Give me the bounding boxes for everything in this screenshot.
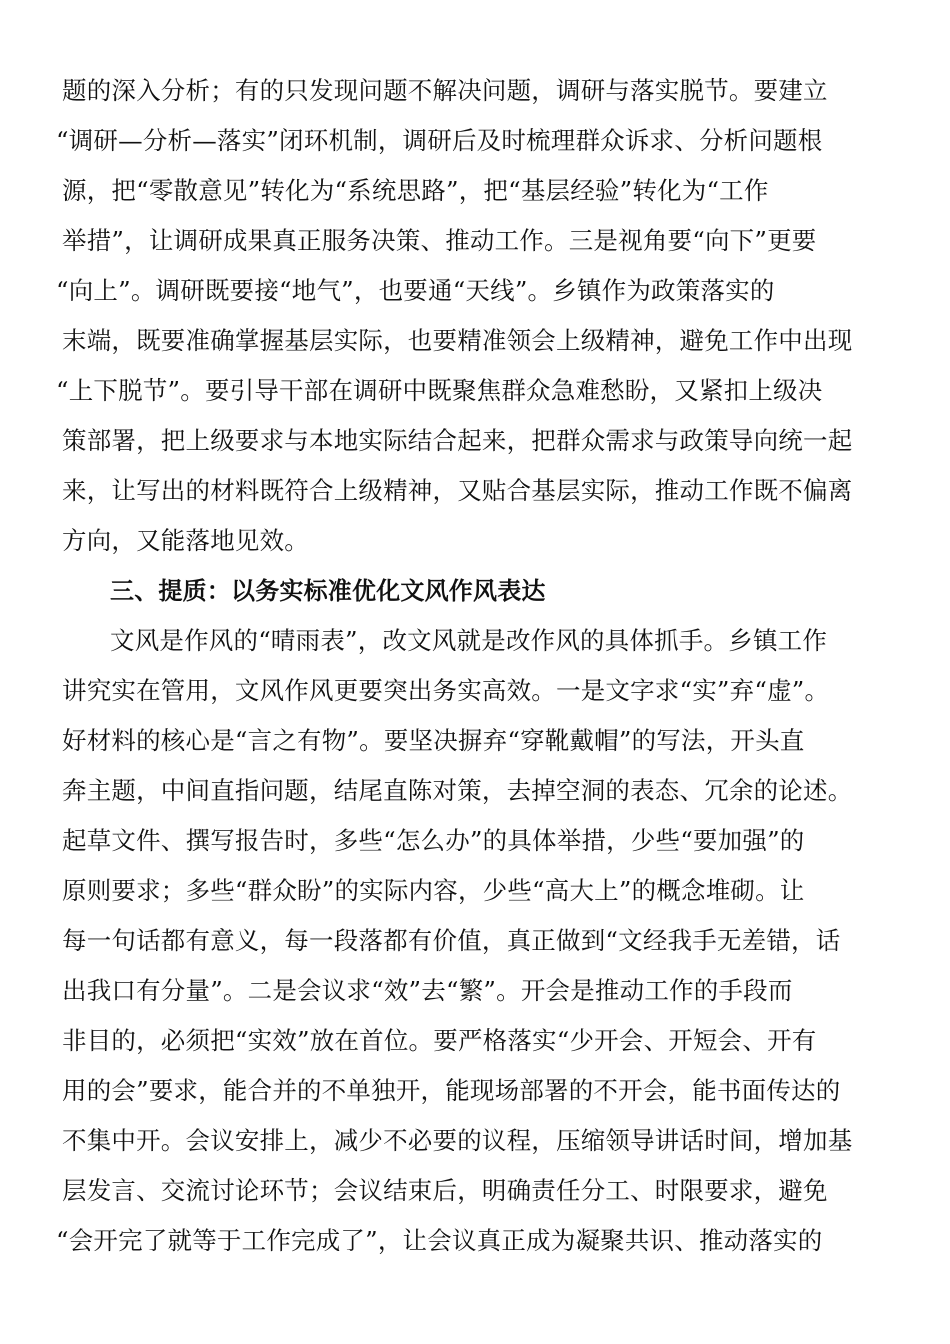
paragraph-line: 源，把“零散意见”转化为“系统思路”，把“基层经验”转化为“工作 xyxy=(62,176,769,205)
paragraph-line: 举措”，让调研成果真正服务决策、推动工作。三是视角要“向下”更要 xyxy=(62,226,817,255)
paragraph-line: 原则要求；多些“群众盼”的实际内容，少些“高大上”的概念堆砌。让 xyxy=(62,876,805,905)
paragraph-line: 不集中开。会议安排上，减少不必要的议程，压缩领导讲话时间，增加基 xyxy=(62,1126,853,1155)
paragraph-line: 层发言、交流讨论环节；会议结束后，明确责任分工、时限要求，避免 xyxy=(62,1176,828,1205)
paragraph-line: 出我口有分量”。二是会议求“效”去“繁”。开会是推动工作的手段而 xyxy=(62,976,793,1005)
paragraph-line: 末端，既要准确掌握基层实际，也要精准领会上级精神，避免工作中出现 xyxy=(62,326,853,355)
paragraph-line: 题的深入分析；有的只发现问题不解决问题，调研与落实脱节。要建立 xyxy=(62,76,828,105)
paragraph-line: 策部署，把上级要求与本地实际结合起来，把群众需求与政策导向统一起 xyxy=(62,426,853,455)
paragraph-line: 方向，又能落地见效。 xyxy=(62,526,309,555)
paragraph-line: 来，让写出的材料既符合上级精神，又贴合基层实际，推动工作既不偏离 xyxy=(62,476,853,505)
paragraph-line: 好材料的核心是“言之有物”。要坚决摒弃“穿靴戴帽”的写法，开头直 xyxy=(62,726,805,755)
paragraph-line: 文风是作风的“晴雨表”，改文风就是改作风的具体抓手。乡镇工作 xyxy=(110,626,828,655)
paragraph-line: 非目的，必须把“实效”放在首位。要严格落实“少开会、开短会、开有 xyxy=(62,1026,817,1055)
paragraph-line: 讲究实在管用，文风作风更要突出务实高效。一是文字求“实”弃“虚”。 xyxy=(62,676,830,705)
paragraph-line: “上下脱节”。要引导干部在调研中既聚焦群众急难愁盼，又紧扣上级决 xyxy=(56,376,823,405)
paragraph-line: “调研—分析—落实”闭环机制，调研后及时梳理群众诉求、分析问题根 xyxy=(56,126,823,155)
paragraph-line: 用的会”要求，能合并的不单独开，能现场部署的不开会，能书面传达的 xyxy=(62,1076,841,1105)
paragraph-line: 每一句话都有意义，每一段落都有价值，真正做到“文经我手无差错，话 xyxy=(62,926,841,955)
paragraph-line: 奔主题，中间直指问题，结尾直陈对策，去掉空洞的表态、冗余的论述。 xyxy=(62,776,853,805)
paragraph-line: “会开完了就等于工作完成了”，让会议真正成为凝聚共识、推动落实的 xyxy=(56,1226,823,1255)
paragraph-line: “向上”。调研既要接“地气”，也要通“天线”。乡镇作为政策落实的 xyxy=(56,276,775,305)
section-heading: 三、提质：以务实标准优化文风作风表达 xyxy=(110,577,546,605)
paragraph-line: 起草文件、撰写报告时，多些“怎么办”的具体举措，少些“要加强”的 xyxy=(62,826,805,855)
